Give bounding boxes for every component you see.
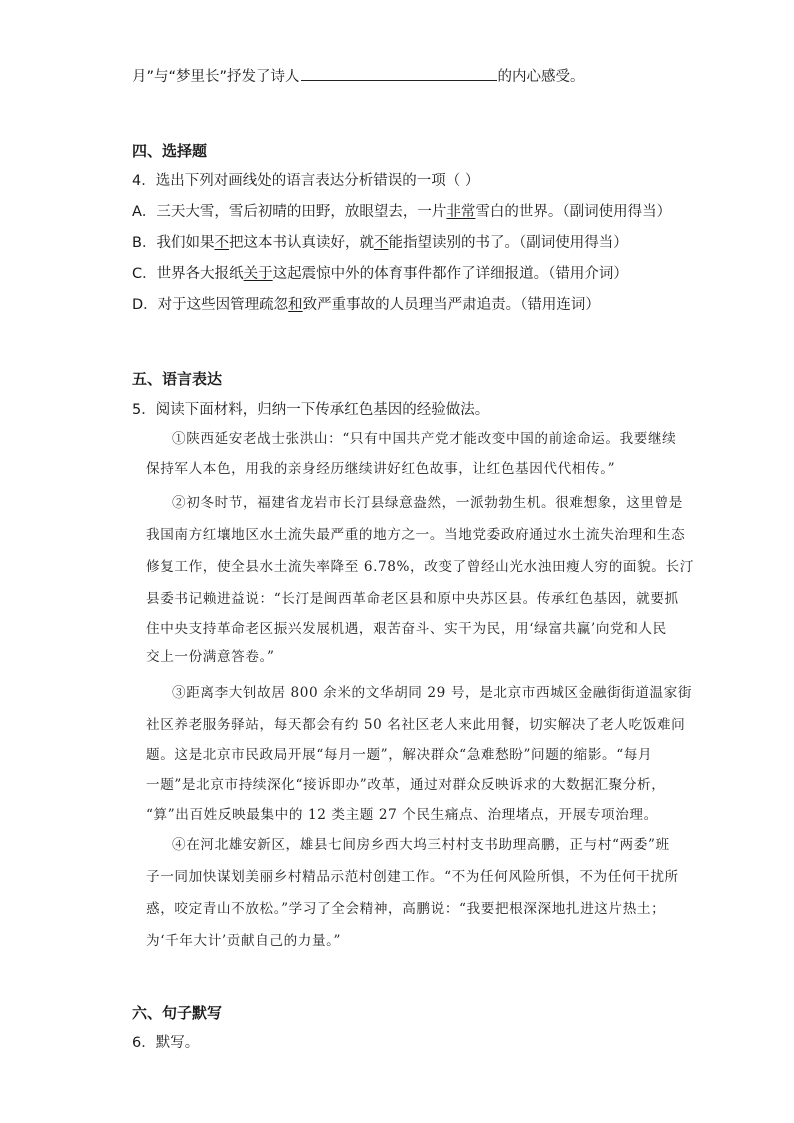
option-c[interactable] xyxy=(132,264,628,284)
option-c-underlined: 关于 xyxy=(243,266,273,282)
continuation-line xyxy=(132,66,585,87)
option-b-note: 能指望读别的书了。（副词使用得当） xyxy=(388,235,628,251)
continuation-prefix: 月”与“梦里长”抒发了诗人 xyxy=(132,69,300,85)
passage-line: 住中央支持革命老区振兴发展机遇，艰苦奋斗、实干为民，用‘绿富共赢’向党和人民 xyxy=(146,621,667,637)
passage-line: 交上一份满意答卷。” xyxy=(146,649,275,665)
passage-line: 社区养老服务驿站，每天都会有约 50 名社区老人来此用餐，切实解决了老人吃饭难问 xyxy=(146,717,686,733)
passage-line: “算”出百姓反映最集中的 12 类主题 27 个民生痛点、治理堵点，开展专项治理。 xyxy=(146,807,658,823)
option-b-underlined-1: 不 xyxy=(214,235,229,251)
passage-line: 修复工作，使全县水土流失率降至 6.78%，改变了曾经山光水浊田瘦人穷的面貌。长汀 xyxy=(146,559,694,575)
passage-line: 保持军人本色，用我的亲身经历继续讲好红色故事，让红色基因代代相传。” xyxy=(146,461,616,477)
option-d-underlined: 和 xyxy=(288,297,303,313)
passage-line: 子一同加快谋划美丽乡村精品示范村创建工作。“不为任何风险所惧，不为任何干扰所 xyxy=(146,869,679,885)
passage-line: 一题”是北京市持续深化“接诉即办”改革，通过对群众反映诉求的大数据汇聚分析， xyxy=(146,777,666,793)
option-a-text: A．三天大雪，雪后初晴的田野，放眼望去，一片 xyxy=(132,204,447,220)
passage-line: ④在河北雄安新区，雄县七间房乡西大坞三村村支书助理高鹏，正与村“两委”班 xyxy=(172,837,670,853)
option-c-note: 这起震惊中外的体育事件都作了详细报道。（错用介词） xyxy=(272,266,628,282)
option-d-note: 致严重事故的人员理当严肃追责。（错用连词） xyxy=(302,297,600,313)
question-4: 4．选出下列对画线处的语言表达分析错误的一项（ ） xyxy=(132,173,480,189)
continuation-suffix: 的内心感受。 xyxy=(497,69,585,85)
passage-line: ③距离李大钊故居 800 余米的文华胡同 29 号，是北京市西城区金融街街道温家街 xyxy=(172,685,693,701)
option-b-text-mid: 把这本书认真读好，就 xyxy=(228,235,374,251)
passage-line: ①陕西延安老战士张洪山：“只有中国共产党才能改变中国的前途命运。我要继续 xyxy=(172,431,677,447)
option-b-text: B．我们如果 xyxy=(132,235,215,251)
passage-line: 惑，咬定青山不放松。”学习了全会精神，高鹏说：“我要把根深深地扎进这片热土； xyxy=(146,901,666,917)
option-a-note: 雪白的世界。（副词使用得当） xyxy=(475,204,672,220)
passage-line: ②初冬时节，福建省龙岩市长汀县绿意盎然，一派勃勃生机。很难想象，这里曾是 xyxy=(172,495,683,511)
passage-line: 县委书记赖进益说：“长汀是闽西革命老区县和原中央苏区县。传承红色基因，就要抓 xyxy=(146,591,679,607)
option-d[interactable] xyxy=(132,295,600,315)
option-a[interactable] xyxy=(132,202,671,222)
question-6: 6．默写。 xyxy=(132,1035,200,1051)
passage-line: 为‘千年大计’贡献自己的力量。” xyxy=(146,933,342,949)
option-b-underlined-2: 不 xyxy=(373,235,389,251)
question-5: 5．阅读下面材料，归纳一下传承红色基因的经验做法。 xyxy=(132,402,490,418)
option-b[interactable] xyxy=(132,233,628,253)
section-heading-choice: 四、选择题 xyxy=(132,142,208,160)
option-c-text: C．世界各大报纸 xyxy=(132,266,244,282)
passage-line: 题。这是北京市民政局开展“每月一题”，解决群众“急难愁盼”问题的缩影。“每月 xyxy=(146,747,653,763)
passage-line: 我国南方红壤地区水土流失最严重的地方之一。当地党委政府通过水土流失治理和生态 xyxy=(146,527,686,543)
section-heading-dictation: 六、句子默写 xyxy=(132,1004,223,1022)
option-a-underlined: 非常 xyxy=(446,204,476,220)
section-heading-expression: 五、语言表达 xyxy=(132,370,223,388)
option-d-text: D．对于这些因管理疏忽 xyxy=(132,297,289,313)
answer-blank[interactable] xyxy=(301,66,497,81)
